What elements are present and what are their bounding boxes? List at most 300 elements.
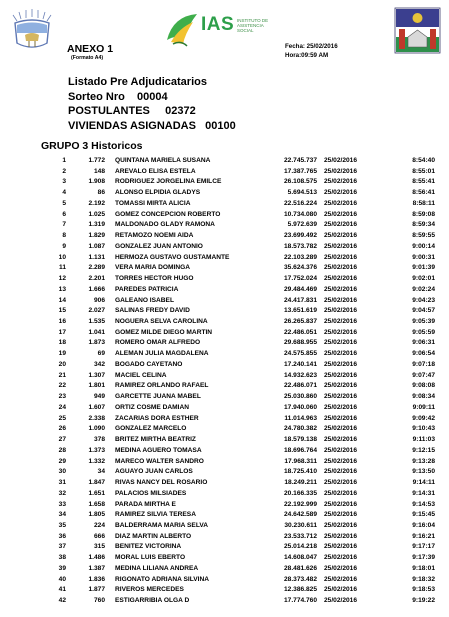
row-index: 32	[58, 489, 66, 497]
document-number: 11.014.963	[284, 414, 317, 422]
draw-date: 25/02/2016	[324, 371, 358, 379]
registration-number: 1.658	[88, 500, 105, 508]
draw-time: 9:14:53	[412, 500, 435, 508]
applicant-name: PALACIOS MILSIADES	[115, 489, 187, 497]
registration-number: 1.772	[88, 157, 105, 164]
draw-time: 9:02:24	[412, 285, 435, 293]
draw-time: 9:13:28	[412, 457, 435, 465]
table-row	[41, 467, 449, 478]
document-number: 18.725.410	[283, 468, 317, 476]
document-number: 17.752.024	[283, 275, 317, 283]
draw-time: 8:58:11	[412, 199, 435, 207]
row-index: 24	[58, 403, 66, 411]
draw-time: 9:13:50	[412, 468, 435, 476]
applicant-name: MALDONADO GLADY RAMONA	[115, 221, 215, 229]
row-index: 19	[58, 350, 66, 358]
row-index: 31	[58, 479, 66, 487]
draw-time: 9:16:04	[412, 521, 435, 529]
row-index: 8	[62, 232, 66, 240]
registration-number: 1.805	[88, 511, 105, 519]
table-row	[41, 199, 449, 210]
draw-date: 25/02/2016	[324, 436, 358, 444]
registration-number: 1.041	[88, 328, 105, 336]
registration-number: 2.289	[88, 264, 105, 272]
draw-date: 25/02/2016	[324, 232, 358, 240]
registration-number: 1.131	[88, 253, 105, 261]
draw-time: 8:54:40	[412, 157, 435, 164]
row-index: 6	[62, 210, 66, 218]
applicant-name: BENITEZ VICTORINA	[115, 543, 182, 551]
document-number: 17.387.765	[283, 167, 317, 175]
draw-date: 25/02/2016	[324, 586, 358, 594]
draw-time: 9:02:01	[412, 275, 435, 283]
row-index: 40	[58, 575, 66, 583]
table-row	[41, 575, 449, 586]
registration-number: 1.829	[88, 232, 105, 240]
draw-date: 25/02/2016	[324, 457, 358, 465]
draw-date: 25/02/2016	[324, 242, 358, 250]
table-row	[41, 253, 449, 264]
table-row	[41, 220, 449, 231]
applicant-name: MEDINA AGUERO TOMASA	[115, 446, 202, 454]
registration-number: 148	[93, 167, 105, 175]
draw-date: 25/02/2016	[324, 350, 358, 358]
document-number: 29.484.469	[283, 285, 317, 293]
row-index: 28	[58, 446, 66, 454]
draw-date: 25/02/2016	[324, 414, 358, 422]
table-row	[41, 392, 449, 403]
draw-date: 25/02/2016	[324, 425, 358, 433]
document-number: 24.575.855	[283, 350, 317, 358]
draw-time: 9:14:31	[412, 489, 435, 497]
draw-time: 8:59:08	[412, 210, 435, 218]
table-row	[41, 231, 449, 242]
draw-number: Sorteo Nro 00004	[68, 90, 168, 103]
applicant-name: BALDERRAMA MARIA SELVA	[115, 521, 209, 529]
table-row	[41, 188, 449, 199]
registration-number: 2.027	[88, 307, 105, 315]
table-row	[41, 435, 449, 446]
draw-time: 9:09:42	[412, 414, 435, 422]
document-number: 23.533.712	[283, 532, 317, 540]
row-index: 18	[58, 339, 66, 347]
row-index: 17	[58, 328, 66, 336]
document-number: 18.249.211	[284, 479, 317, 487]
applicant-name: GALEANO ISABEL	[115, 296, 174, 304]
ias-logo-text: IAS	[201, 14, 235, 35]
applicant-name: BRITEZ MIRTHA BEATRIZ	[115, 436, 196, 444]
draw-date: 25/02/2016	[324, 189, 358, 197]
draw-time: 8:55:41	[412, 178, 435, 186]
draw-date: 25/02/2016	[324, 318, 358, 326]
draw-date: 25/02/2016	[324, 479, 358, 487]
draw-time: 9:11:03	[412, 436, 435, 444]
document-number: 14.608.047	[283, 554, 317, 562]
draw-date: 25/02/2016	[324, 543, 358, 551]
draw-time: 8:59:55	[412, 232, 435, 240]
row-index: 37	[58, 543, 66, 551]
applicant-name: BOGADO CAYETANO	[115, 360, 183, 368]
table-row	[41, 381, 449, 392]
row-index: 10	[58, 253, 66, 261]
draw-date: 25/02/2016	[324, 157, 358, 164]
registration-number: 86	[97, 189, 105, 197]
applicant-name: NOGUERA SELVA CAROLINA	[115, 318, 208, 326]
draw-date: 25/02/2016	[324, 339, 358, 347]
row-index: 15	[58, 307, 66, 315]
draw-date: 25/02/2016	[324, 532, 358, 540]
applicant-name: RIVEROS MERCEDES	[115, 586, 184, 594]
draw-time: 9:05:39	[412, 318, 435, 326]
draw-time: 9:15:45	[412, 511, 435, 519]
row-index: 38	[58, 554, 66, 562]
draw-date: 25/02/2016	[324, 307, 358, 315]
row-index: 35	[58, 521, 66, 529]
document-number: 18.579.138	[283, 436, 317, 444]
applicant-name: HERMOZA GUSTAVO GUSTAMANTE	[115, 253, 230, 261]
table-row	[41, 521, 449, 532]
table-row	[41, 306, 449, 317]
row-index: 23	[58, 393, 66, 401]
registration-number: 906	[93, 296, 105, 304]
document-number: 24.417.831	[283, 296, 317, 304]
applicant-name: GOMEZ MILDE DIEGO MARTIN	[115, 328, 213, 336]
document-number: 17.968.311	[284, 457, 317, 465]
table-row	[41, 263, 449, 274]
applicant-name: ESTIGARRIBIA OLGA D	[115, 597, 190, 605]
registration-number: 1.801	[88, 382, 105, 390]
table-row	[41, 349, 449, 360]
applicant-name: GOMEZ CONCEPCION ROBERTO	[115, 210, 221, 218]
draw-time: 9:06:31	[412, 339, 435, 347]
document-number: 10.734.080	[283, 210, 317, 218]
registration-number: 1.877	[88, 586, 105, 594]
ias-leaf-icon	[163, 10, 201, 50]
table-row	[41, 167, 449, 178]
document-number: 20.166.335	[283, 489, 317, 497]
registration-number: 1.332	[88, 457, 105, 465]
print-date: Fecha: 25/02/2016	[285, 43, 338, 50]
document-number: 26.108.575	[283, 178, 317, 186]
draw-date: 25/02/2016	[324, 167, 358, 175]
province-shield-logo	[7, 7, 57, 53]
registration-number: 1.836	[88, 575, 105, 583]
applicant-name: ORTIZ COSME DAMIAN	[115, 403, 189, 411]
row-index: 42	[58, 597, 66, 605]
document-number: 18.696.764	[283, 446, 317, 454]
table-row	[41, 478, 449, 489]
document-number: 30.230.611	[284, 521, 317, 529]
draw-time: 8:56:41	[412, 189, 435, 197]
draw-date: 25/02/2016	[324, 253, 358, 261]
registration-number: 224	[93, 521, 105, 529]
draw-date: 25/02/2016	[324, 489, 358, 497]
registration-number: 949	[93, 393, 105, 401]
table-row	[41, 585, 449, 596]
document-number: 28.481.626	[283, 564, 317, 572]
table-row	[41, 317, 449, 328]
draw-date: 25/02/2016	[324, 296, 358, 304]
draw-time: 9:07:47	[412, 371, 435, 379]
row-index: 11	[59, 264, 66, 272]
draw-date: 25/02/2016	[324, 328, 358, 336]
draw-time: 9:16:21	[412, 532, 435, 540]
registration-number: 760	[93, 597, 105, 605]
registration-number: 1.087	[88, 242, 105, 250]
row-index: 22	[58, 382, 66, 390]
table-row	[41, 446, 449, 457]
draw-time: 9:19:22	[412, 597, 435, 605]
draw-time: 9:18:53	[412, 586, 435, 594]
document-number: 22.192.999	[283, 500, 317, 508]
applicant-name: VERA MARIA DOMINGA	[115, 264, 190, 272]
draw-time: 9:08:08	[412, 382, 435, 390]
row-index: 16	[58, 318, 66, 326]
applicant-name: RIGONATO ADRIANA SILVINA	[115, 575, 210, 583]
draw-time: 8:59:34	[412, 221, 435, 229]
row-index: 9	[62, 242, 66, 250]
document-number: 24.780.382	[283, 425, 317, 433]
document-number: 22.486.051	[283, 328, 317, 336]
table-row	[41, 274, 449, 285]
draw-time: 9:17:17	[412, 543, 435, 551]
draw-time: 9:05:59	[412, 328, 435, 336]
table-row	[41, 285, 449, 296]
registration-number: 2.201	[88, 275, 105, 283]
applicant-name: RETAMOZO NOEMI AIDA	[115, 232, 194, 240]
document-number: 24.642.589	[283, 511, 317, 519]
row-index: 4	[62, 189, 66, 197]
applicant-name: SALINAS FREDY DAVID	[115, 307, 190, 315]
draw-time: 9:07:18	[412, 360, 435, 368]
draw-time: 9:08:34	[412, 393, 435, 401]
draw-time: 9:09:11	[412, 403, 435, 411]
applicant-name: MORAL LUIS EBERTO	[115, 554, 186, 562]
draw-date: 25/02/2016	[324, 511, 358, 519]
draw-date: 25/02/2016	[324, 275, 358, 283]
row-index: 2	[62, 167, 66, 175]
draw-time: 9:12:15	[412, 446, 435, 454]
applicant-name: ROMERO OMAR ALFREDO	[115, 339, 201, 347]
row-index: 20	[58, 360, 66, 368]
draw-date: 25/02/2016	[324, 178, 358, 186]
document-number: 23.699.492	[283, 232, 317, 240]
draw-date: 25/02/2016	[324, 500, 358, 508]
registration-number: 1.025	[88, 210, 105, 218]
registration-number: 2.338	[88, 414, 105, 422]
table-row	[41, 156, 449, 167]
row-index: 7	[62, 221, 66, 229]
table-row	[41, 596, 449, 607]
document-number: 22.745.737	[283, 157, 317, 164]
table-row	[41, 242, 449, 253]
date-time-block	[285, 42, 338, 60]
table-row	[41, 500, 449, 511]
row-index: 3	[62, 178, 66, 186]
registration-number: 378	[93, 436, 105, 444]
draw-date: 25/02/2016	[324, 210, 358, 218]
print-time: Hora:09:59 AM	[285, 52, 329, 59]
table-row	[41, 328, 449, 339]
ias-logo	[163, 10, 268, 50]
table-row	[41, 403, 449, 414]
document-number: 26.265.837	[283, 318, 317, 326]
draw-date: 25/02/2016	[324, 221, 358, 229]
applicant-name: GARCETTE JUANA MABEL	[115, 393, 201, 401]
table-row	[41, 532, 449, 543]
draw-time: 9:04:57	[412, 307, 435, 315]
draw-time: 9:17:39	[412, 554, 435, 562]
draw-time: 9:18:01	[412, 564, 435, 572]
document-number: 35.624.376	[283, 264, 317, 272]
table-row	[41, 424, 449, 435]
registration-number: 2.192	[88, 199, 105, 207]
table-row	[41, 360, 449, 371]
document-number: 17.940.060	[283, 403, 317, 411]
table-row	[41, 371, 449, 382]
document-number: 18.573.782	[283, 242, 317, 250]
draw-time: 9:10:43	[412, 425, 435, 433]
draw-time: 9:06:54	[412, 350, 435, 358]
applicant-name: ALONSO ELPIDIA GLADYS	[115, 189, 201, 197]
awardees-table	[41, 156, 449, 607]
row-index: 25	[58, 414, 66, 422]
draw-time: 9:00:31	[412, 253, 435, 261]
listing-summary	[68, 75, 236, 133]
table-row	[41, 510, 449, 521]
registration-number: 1.607	[88, 403, 105, 411]
row-index: 34	[58, 511, 66, 519]
housing-emblem-logo	[394, 7, 441, 54]
annex-title: ANEXO 1	[67, 43, 114, 55]
document-number: 28.373.482	[283, 575, 317, 583]
document-number: 22.486.071	[283, 382, 317, 390]
registration-number: 1.847	[88, 479, 105, 487]
applicant-name: ALEMAN JULIA MAGDALENA	[115, 350, 209, 358]
row-index: 26	[58, 425, 66, 433]
applicant-name: GONZALEZ JUAN ANTONIO	[115, 242, 203, 250]
draw-date: 25/02/2016	[324, 446, 358, 454]
row-index: 29	[58, 457, 66, 465]
registration-number: 1.307	[88, 371, 105, 379]
registration-number: 1.387	[88, 564, 105, 572]
draw-date: 25/02/2016	[324, 199, 358, 207]
document-number: 5.694.513	[287, 189, 317, 197]
row-index: 12	[58, 275, 66, 283]
applicants-count: POSTULANTES 02372	[68, 105, 196, 117]
applicant-name: RAMIREZ ORLANDO RAFAEL	[115, 382, 209, 390]
draw-date: 25/02/2016	[324, 521, 358, 529]
draw-time: 9:01:39	[412, 264, 435, 272]
registration-number: 666	[93, 532, 105, 540]
applicant-name: DIAZ MARTIN ALBERTO	[115, 532, 192, 540]
row-index: 1	[62, 157, 66, 164]
row-index: 14	[58, 296, 66, 304]
row-index: 33	[58, 500, 66, 508]
table-row	[41, 414, 449, 425]
registration-number: 1.373	[88, 446, 105, 454]
table-row	[41, 564, 449, 575]
applicant-name: RIVAS NANCY DEL ROSARIO	[115, 479, 208, 487]
document-number: 13.651.619	[283, 307, 317, 315]
applicant-name: PAREDES PATRICIA	[115, 285, 179, 293]
table-row	[41, 542, 449, 553]
applicant-name: RODRIGUEZ JORGELINA EMILCE	[115, 178, 222, 186]
draw-date: 25/02/2016	[324, 403, 358, 411]
draw-time: 9:00:14	[412, 242, 435, 250]
draw-time: 9:14:11	[412, 479, 435, 487]
table-row	[41, 489, 449, 500]
draw-date: 25/02/2016	[324, 564, 358, 572]
row-index: 21	[58, 371, 66, 379]
draw-time: 9:18:32	[412, 575, 435, 583]
document-number: 29.688.955	[283, 339, 317, 347]
row-index: 27	[58, 436, 66, 444]
assigned-homes-count: VIVIENDAS ASIGNADAS 00100	[68, 119, 236, 132]
draw-time: 9:04:23	[412, 296, 435, 304]
applicant-name: MARECO WALTER SANDRO	[115, 457, 204, 465]
applicant-name: TOMASSI MIRTA ALICIA	[115, 199, 191, 207]
applicant-name: AGUAYO JUAN CARLOS	[115, 468, 193, 476]
registration-number: 1.486	[88, 554, 105, 562]
registration-number: 1.666	[88, 285, 105, 293]
row-index: 41	[58, 586, 66, 594]
document-number: 5.972.639	[287, 221, 317, 229]
applicant-name: PARADA MIRTHA E	[115, 500, 176, 508]
document-number: 25.030.860	[283, 393, 317, 401]
document-number: 22.516.224	[283, 199, 317, 207]
row-index: 39	[58, 564, 66, 572]
applicant-name: RAMIREZ SILVIA TERESA	[115, 511, 196, 519]
registration-number: 342	[93, 360, 105, 368]
draw-date: 25/02/2016	[324, 360, 358, 368]
ias-logo-subtitle: INSTITUTO DE ASISTENCIA SOCIAL	[237, 18, 269, 33]
document-number: 17.240.141	[283, 360, 317, 368]
table-row	[41, 296, 449, 307]
applicant-name: AREVALO ELISA ESTELA	[115, 167, 196, 175]
registration-number: 315	[93, 543, 105, 551]
row-index: 5	[62, 199, 66, 207]
registration-number: 1.908	[88, 178, 105, 186]
draw-date: 25/02/2016	[324, 468, 358, 476]
registration-number: 1.090	[88, 425, 105, 433]
draw-date: 25/02/2016	[324, 285, 358, 293]
row-index: 36	[58, 532, 66, 540]
table-row	[41, 177, 449, 188]
registration-number: 34	[97, 468, 105, 476]
row-index: 30	[58, 468, 66, 476]
registration-number: 1.319	[88, 221, 105, 229]
draw-date: 25/02/2016	[324, 575, 358, 583]
draw-date: 25/02/2016	[324, 554, 358, 562]
table-row	[41, 210, 449, 221]
table-row	[41, 338, 449, 349]
document-number: 17.774.760	[283, 597, 317, 605]
table-row	[41, 553, 449, 564]
registration-number: 1.873	[88, 339, 105, 347]
document-number: 12.386.825	[283, 586, 317, 594]
row-index: 13	[58, 285, 66, 293]
format-note: (Formato A4)	[71, 55, 104, 61]
document-number: 25.014.218	[283, 543, 317, 551]
draw-date: 25/02/2016	[324, 393, 358, 401]
listing-title: Listado Pre Adjudicatarios	[68, 76, 207, 88]
table-row	[41, 457, 449, 468]
applicant-name: QUINTANA MARIELA SUSANA	[115, 157, 211, 164]
group-heading: GRUPO 3 Historicos	[41, 140, 143, 152]
draw-time: 8:55:01	[412, 167, 435, 175]
draw-date: 25/02/2016	[324, 382, 358, 390]
